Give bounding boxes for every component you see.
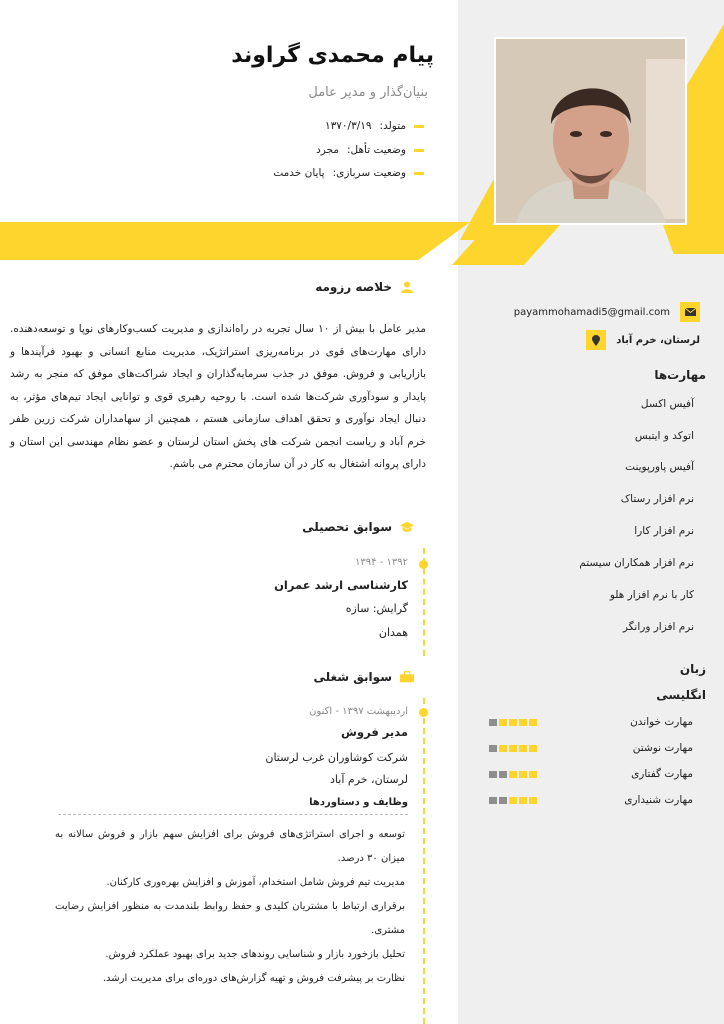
user-icon [400,281,414,293]
education-timeline-dot [419,560,428,569]
info-military [273,167,424,179]
level-square-empty [489,745,497,752]
language-level-row [489,790,693,810]
level-square-filled [509,797,517,804]
mail-icon [680,302,700,322]
duties-divider [58,814,408,815]
skill-item: نرم افزار کارا [634,525,694,537]
briefcase-icon [400,671,414,683]
level-label: مهارت نوشتن [632,742,693,754]
language-name: انگلیسی [656,688,706,702]
duties-list [55,823,405,991]
level-square-empty [499,797,507,804]
language-level-row [489,712,693,732]
skill-item: کار با نرم افزار هلو [609,589,694,601]
level-square-filled [519,771,527,778]
work-title: سوابق شغلی [313,670,392,684]
duty-item: نظارت بر پیشرفت فروش و تهیه گزارش‌های دوره‌ای برای مدیریت ارشد. [102,973,405,984]
contact-email-row [514,302,700,322]
summary-text: مدیر عامل با بیش از ۱۰ سال تجربه در راه‌اندازی و مدیریت کسب‌وکارهای نوپا و توسعه‌دهنده. دارای مهارت‌های قوی در برنامه‌ریزی استراتژیک، مدیریت منابع انسانی و بهبود فرآیندها و بازاریابی و فروش. موفق در جذب سرمایه‌گذاران و ایجاد شراکت‌های موفق که منجر به رشد پایدار و سودآوری شرکت‌ها شده است. با روحیه رهبری قوی و توانایی ایجاد تیم‌های مؤثر، به دنبال ایجاد نوآوری و تحقق اهداف سازمانی هستم ، همچنین از سهامداران شرکت زرین ظفر خرم آباد و ریاست انجمن شرکت های پخش استان لرستان و عضو نظام مهندسی این استان و دارای پروانه اشتغال به کار در آن سازمان محترم می باشم. [10,323,427,470]
languages-title: زبان [679,662,706,676]
duties-title: وظایف و دستاوردها [309,797,408,808]
work-timeline-line [423,698,425,1024]
level-label: مهارت شنیداری [624,794,693,806]
work-location: لرستان، خرم آباد [330,773,408,786]
level-square-filled [519,797,527,804]
level-square-empty [489,771,497,778]
level-label: مهارت خواندن [630,716,693,728]
level-square-filled [499,719,507,726]
level-square-empty [499,771,507,778]
graduation-cap-icon [400,521,414,533]
skill-item: آفیس پاورپوینت [625,461,694,473]
work-heading [313,670,414,684]
level-label: مهارت گفتاری [631,768,693,780]
work-date: اردیبهشت ۱۳۹۷ - اکنون [309,706,408,717]
job-title: بنیان‌گذار و مدیر عامل [308,85,428,100]
level-dots [489,771,537,778]
bullet-dash [414,149,424,152]
skill-item: نرم افزار رستاک [620,493,694,505]
level-square-filled [519,719,527,726]
level-square-filled [499,745,507,752]
duty-item: برقراری ارتباط با مشتریان کلیدی و حفظ روابط بلندمدت به منظور افزایش رضایت مشتری. [55,901,405,936]
level-square-filled [519,745,527,752]
duty-item: توسعه و اجرای استراتژی‌های فروش برای افزایش سهم بازار و فروش سالانه به میزان ۳۰ درصد. [55,829,405,864]
level-dots [489,719,537,726]
education-field: گرایش: سازه [345,602,408,615]
level-dots [489,797,537,804]
skill-item: نرم افزار ورانگر [622,621,694,633]
info-value: پایان خدمت [273,167,325,179]
level-square-filled [509,771,517,778]
skill-item: نرم افزار همکاران سیستم [579,557,694,569]
contact-email[interactable]: payammohamadi5@gmail.com [513,306,670,318]
level-square-filled [509,745,517,752]
contact-location: لرستان، خرم آباد [616,334,700,346]
skills-title: مهارت‌ها [654,368,706,382]
contact-location-row [586,330,700,350]
info-label: متولد: [379,120,406,132]
level-dots [489,745,537,752]
duty-item: تحلیل بازخورد بازار و شناسایی روندهای جدید برای بهبود عملکرد فروش. [105,949,405,960]
summary-heading [315,280,414,294]
yellow-band-left [0,222,470,260]
level-square-filled [529,719,537,726]
level-square-empty [489,719,497,726]
education-title: سوابق تحصیلی [302,520,392,534]
info-value: ۱۳۷۰/۳/۱۹ [324,120,372,132]
info-birthdate [325,120,424,132]
summary-title: خلاصه رزومه [315,280,392,294]
level-square-filled [509,719,517,726]
education-degree: کارشناسی ارشد عمران [274,578,408,592]
skill-item: آفیس اکسل [640,398,694,410]
info-label: وضعیت تأهل: [346,144,406,156]
map-pin-icon [586,330,606,350]
skill-item: اتوکد و ایتبس [634,430,694,442]
education-years: ۱۳۹۲ - ۱۳۹۴ [355,557,408,568]
bullet-dash [414,172,424,175]
profile-photo [494,37,687,225]
bullet-dash [414,125,424,128]
language-level-row [489,738,693,758]
education-heading [302,520,414,534]
work-company: شرکت کوشاوران غرب لرستان [265,751,408,764]
info-label: وضعیت سربازی: [332,167,406,179]
language-level-row [489,764,693,784]
level-square-filled [529,745,537,752]
duty-item: مدیریت تیم فروش شامل استخدام، آموزش و افزایش بهره‌وری کارکنان. [106,877,405,888]
work-timeline-dot [419,708,428,717]
person-name: پیام محمدی گراوند [231,43,434,68]
education-university: همدان [378,626,408,639]
level-square-empty [489,797,497,804]
level-square-filled [529,797,537,804]
level-square-filled [529,771,537,778]
work-position: مدیر فروش [341,725,408,739]
info-marital [316,144,424,156]
info-value: مجرد [316,144,339,156]
